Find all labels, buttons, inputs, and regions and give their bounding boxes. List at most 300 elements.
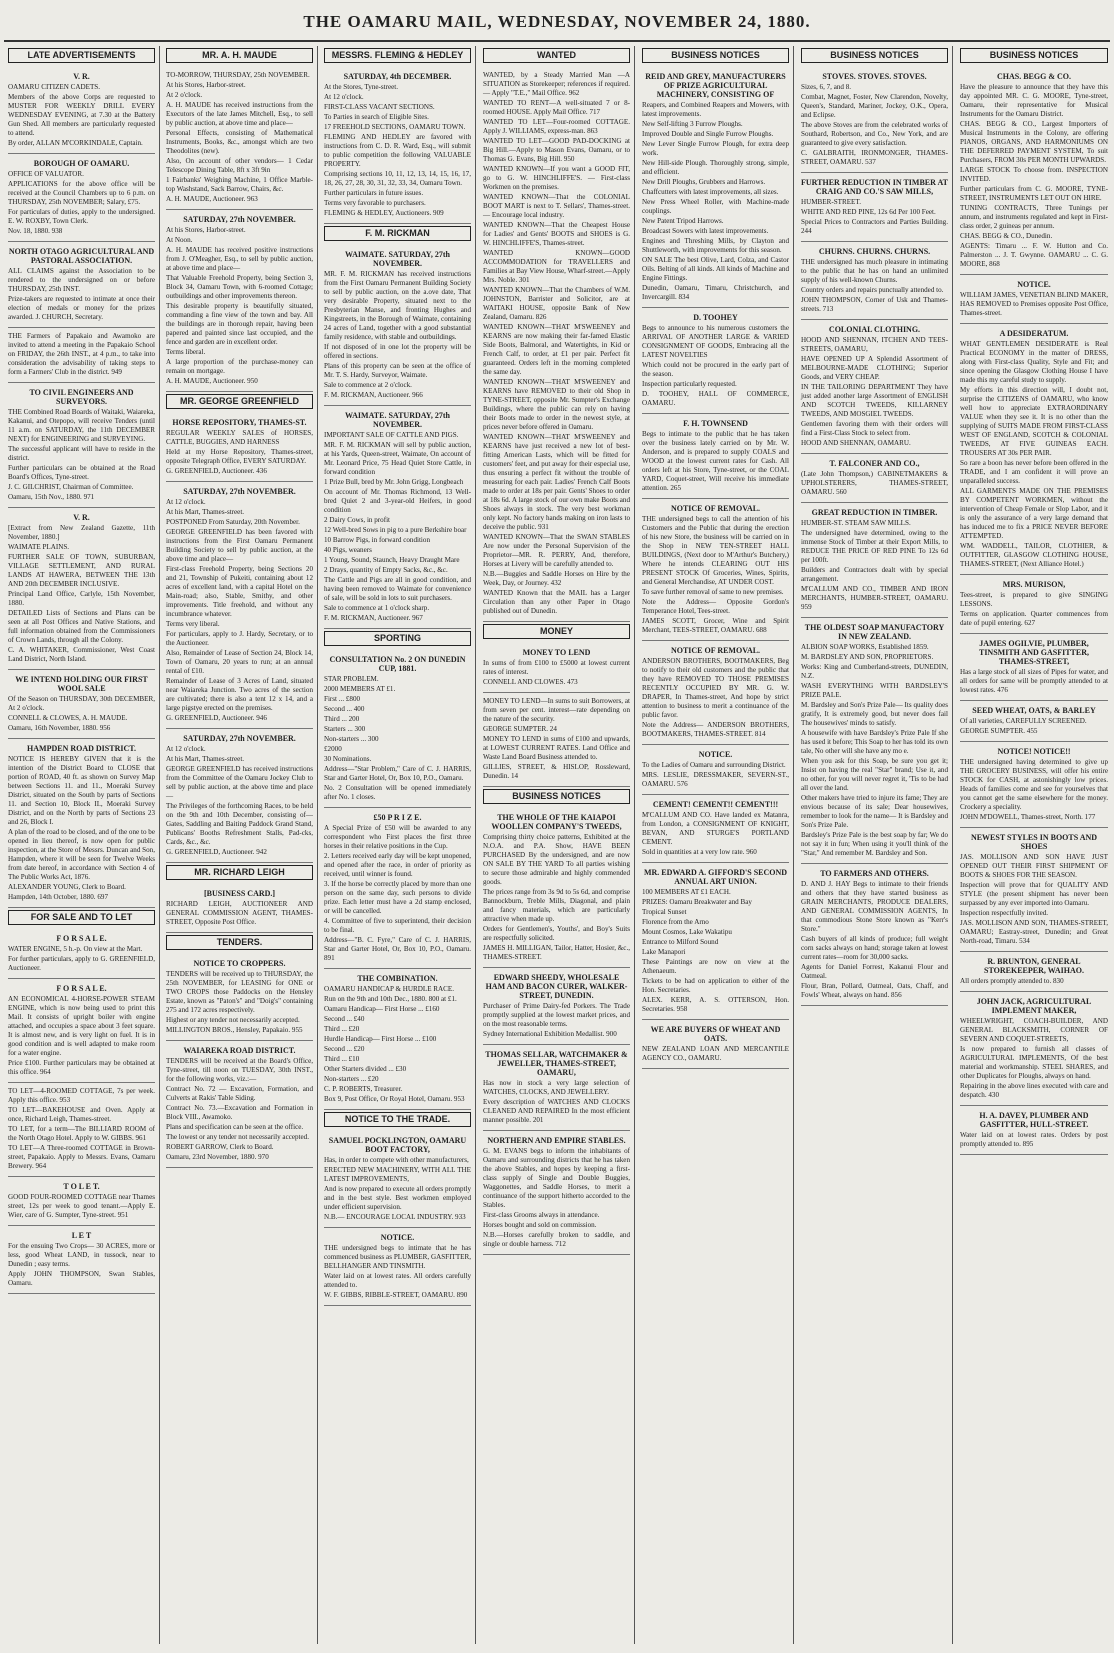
section-heading: TENDERS. — [166, 935, 313, 950]
ad-text: First-class Grooms always in attendance. — [483, 1211, 600, 1219]
advertisement — [166, 884, 313, 933]
ad-text: Other Starters divided ... £30 — [324, 1065, 407, 1073]
ad-text: For further particulars, apply to G. GREENFIELD, Auctioneer. — [8, 955, 155, 972]
ad-text: N.B.—Buggies and Saddle Horses on Hire by the Week, Day, or Journey. 432 — [483, 570, 630, 587]
column-2 — [162, 46, 318, 1644]
ad-text: GEORGE GREENFIELD has received instructions from the Committee of the Oamaru Jockey Club to sell by public auction, at the above time and place— — [166, 765, 313, 800]
ad-text: WANTED TO RENT—A well-situated 7 or 8-roomed HOUSE. Apply Mail Office. 717 — [483, 99, 630, 116]
advertisement — [166, 413, 313, 482]
ad-text: Held at my Horse Repository, Thames-street, opposite Telegraph Office, EVERY SATURDAY. — [166, 448, 313, 465]
advertisement — [960, 828, 1108, 952]
ad-text: For the ensuing Two Crops— 30 ACRES, more or less, good Wheat LAND, in tussock, near to Dunedin ; easy terms. — [8, 1242, 155, 1268]
ad-text: 1 Prize Bull, bred by Mr. John Grigg, Longbeach — [324, 478, 464, 486]
ad-text: Tees-street, is prepared to give SINGING LESSONS. — [960, 591, 1108, 608]
section-heading: BUSINESS NOTICES — [801, 48, 948, 63]
advertisement — [166, 67, 313, 210]
ad-text: WANTED TO LET—GOOD PAD-DOCKING at Big Hill.—Apply to Mason Evans, Oamaru, or to Thomas G. Evans, Big Hill. 950 — [483, 137, 630, 163]
ad-text: Second ... £40 — [324, 1015, 365, 1023]
ad-title: SATURDAY, 4th DECEMBER. — [343, 72, 452, 81]
ad-text: At his Mart, Thames-street. — [166, 508, 245, 516]
ad-title: REID AND GREY, MANUFACTURERS OF PRIZE AGRICULTURAL MACHINERY, CONSISTING OF — [645, 72, 786, 99]
ad-text: ALL CLAIMS against the Association to be rendered to the undersigned on or before THURSDAY, 25th INST. — [8, 267, 155, 293]
advertisement — [166, 482, 313, 729]
ad-text: No. 2 Consultation will be opened immediately after No. 1 closes. — [324, 784, 471, 801]
ad-text: At 12 o'clock. — [324, 93, 364, 101]
advertisement — [642, 67, 789, 308]
ad-text: RICHARD LEIGH, AUCTIONEER AND GENERAL COMMISSION AGENT, THAMES-STREET, Opposite Post Office. — [166, 900, 313, 926]
ad-text: N.B.— ENCOURAGE LOCAL INDUSTRY. 933 — [324, 1213, 466, 1221]
ad-text: REGULAR WEEKLY SALES of HORSES, CATTLE, BUGGIES, AND HARNESS — [166, 429, 313, 446]
advertisement — [642, 641, 789, 745]
ad-text: A. H. MAUDE has received positive instructions from J. O'Meagher, Esq., to sell by public auction, at above time and place— — [166, 246, 313, 272]
advertisement — [8, 739, 155, 908]
advertisement — [483, 808, 630, 968]
ad-text: A. H. MAUDE has received instructions from the Executors of the late James Mitchell, Esq., to sell by public auction, at above time and place— — [166, 101, 313, 127]
ad-text: GEORGE GREENFIELD has been favored with instructions from the First Oamaru Permanent Building Society to sell by public auction, at the above time and place— — [166, 528, 313, 563]
ad-text: Address—"B. C. Fyre," Care of C. J. HARRIS, Star and Garter Hotel, Or, Box 10, P.O., Oamaru. 891 — [324, 936, 471, 962]
ad-text: WILLIAM JAMES, VENETIAN BLIND MAKER, HAS REMOVED to Premises opposite Post Office, Thames-street. — [960, 291, 1108, 317]
ad-title: SEED WHEAT, OATS, & BARLEY — [972, 706, 1096, 715]
ad-text: G. GREENFIELD, Auctioneer. 942 — [166, 848, 267, 856]
ad-text: C. P. ROBERTS, Treasurer. — [324, 1085, 403, 1093]
ad-text: Also, On account of other vendors— 1 Cedar Telescope Dining Table, 8ft x 3ft 9in — [166, 157, 313, 174]
ad-title: WE ARE BUYERS OF WHEAT AND OATS. — [650, 1025, 781, 1043]
ad-text: WM. WADDELL, TAILOR, CLOTHIER, & OUTFITTER, GLASGOW CLOTHING HOUSE, THAMES-STREET, (Next Alliance Hotel.) — [960, 542, 1108, 568]
ad-text: The Privileges of the forthcoming Races, to be held on the 9th and 10th December, consisting of—Gates, Saddling and Baiting Paddock Grand Stand, Publicans' Booths Refreshment Stalls, Pad-cks, Cards, &c., &c. — [166, 802, 313, 846]
ad-text: Comprising thirty choice patterns, Exhibited at the N.O.A. and P.A. Show, HAVE BEEN PURCHASED By the undersigned, and are now ON SALE BY THE YARD To all parties wishing to secure those admirable and highly commended goods. — [483, 833, 630, 886]
ad-text: ROBERT GARROW, Clerk to Board. — [166, 1143, 274, 1151]
ad-text: DETAILED Lists of Sections and Plans can be seen at all Post Offices and Native Stations, and full information obtained from the Commissioners of Crown Lands, through all the Colony. — [8, 609, 155, 644]
ad-text: W. F. GIBBS, RIBBLE-STREET, OAMARU. 890 — [324, 1291, 468, 1299]
ad-text: Dunedin, Oamaru, Timaru, Christchurch, and Invercargill. 834 — [642, 284, 789, 301]
ad-text: At the Stores, Tyne-street. — [324, 83, 399, 91]
ad-text: Tropical Sunset — [642, 908, 687, 916]
ad-text: MR. F. M. RICKMAN has received instructions from the First Oamaru Permanent Building Society to sell by public auction, on the a.ove date, That very desirable Property, situated next to the Presbyterian Manse, and fronting Hughes and Kingstreets, in the Borough of Waimate, containing 24 acres of Land, together with a good substantial family residence, with stable and outbuildings. — [324, 270, 471, 341]
ad-text: Gentlemen favoring them with their orders will find a First-Class Stock to select from. — [801, 420, 948, 437]
ad-text: Apply JOHN THOMPSON, Swan Stables, Oamaru. — [8, 1270, 155, 1287]
advertisement — [642, 308, 789, 414]
ad-text: MILLINGTON BROS., Hensley, Papakaio. 955 — [166, 1026, 303, 1034]
ad-text: THE Farmers of Papakaio and Awamoko are invited to attend a meeting in the Papakaio School on FRIDAY, the 26th INST., at 4 p.m., to take into consideration the advisability of taking steps to form a Farmers' Club in the district. 949 — [8, 332, 155, 376]
ad-title: NORTHERN AND EMPIRE STABLES. — [487, 1136, 626, 1145]
ad-text: OAMARU CITIZEN CADETS. — [8, 83, 101, 91]
ad-title: L E T — [71, 1231, 92, 1240]
ad-text: Non-starters ... 300 — [324, 735, 379, 743]
ad-title: MONEY TO LEND — [522, 648, 591, 657]
ad-text: Entrance to Milford Sound — [642, 938, 719, 946]
ad-text: IMPORTANT SALE OF CATTLE AND PIGS. — [324, 431, 459, 439]
ad-text: FLEMING & HEDLEY, Auctioneers. 909 — [324, 209, 444, 217]
column-7 — [956, 46, 1112, 1644]
ad-text: 12 Well-bred Sows in pig to a pure Berkshire boar — [324, 526, 467, 534]
ad-title: H. A. DAVEY, PLUMBER AND GASFITTER, HULL-STREET. — [979, 1111, 1089, 1129]
ad-text: HUMBER-STREET. — [801, 198, 861, 206]
ad-text: IN THE TAILORING DEPARTMENT They have just added another large Assortment of ENGLISH AND SCOTCH TWEEDS, KILLARNEY TWEEDS, AND MOSGIEL TWEEDS. — [801, 383, 948, 418]
advertisement — [801, 67, 948, 173]
ad-text: JAMES H. MILLIGAN, Tailor, Hatter, Hosier, &c., THAMES-STREET. — [483, 944, 630, 961]
ad-text: Has now in stock a very large selection of WATCHES, CLOCKS, AND JEWELLERY. — [483, 1079, 630, 1096]
ad-text: GOOD FOUR-ROOMED COTTAGE near Thames street, 12s per week to good tenant.—Apply E. Wier, care of G. Sumpter, Tyne-street. 951 — [8, 1193, 155, 1219]
column-5 — [638, 46, 794, 1644]
ad-text: MRS. LESLIE, DRESSMAKER, SEVERN-ST., OAMARU. 576 — [642, 771, 789, 788]
ad-text: At his Stores, Harbor-street. — [166, 81, 246, 89]
ad-text: J. C. GILCHRIST, Chairman of Committee. — [8, 483, 134, 491]
ad-text: CONNELL & CLOWES, A. H. MAUDE. — [8, 714, 128, 722]
ad-title: CEMENT! CEMENT!! CEMENT!!! — [652, 800, 779, 809]
section-heading: MR. GEORGE GREENFIELD — [166, 394, 313, 409]
ad-text: Cash buyers of all kinds of produce; full weight corn sacks always on hand; storage taken at lowest current rates—room for 30,000 sacks. — [801, 935, 948, 961]
ad-text: ALEX. KERR, A. S. OTTERSON, Hon. Secretaries. 958 — [642, 996, 789, 1013]
ad-text: The undersigned have determined, owing to the immense Stock of Timber at their Export Mills, to REDUCE THE PRICE OF RED PINE To 12s 6d per 100ft. — [801, 529, 948, 564]
ad-text: To Parties in search of Eligible Sites. — [324, 113, 429, 121]
ad-text: JOHN THOMPSON, Corner of Usk and Thames-streets. 713 — [801, 296, 948, 313]
ad-text: Second ... 400 — [324, 705, 365, 713]
ad-text: D. AND J. HAY Begs to intimate to their friends and others that they have started business as GRAIN MERCHANTS, PRODUCE DEALERS, AND GENERAL COMMISSION AGENTS, In that commodious Stone Store known as "Kerr's Store." — [801, 880, 948, 933]
section-heading: BUSINESS NOTICES — [960, 48, 1108, 63]
ad-title: NORTH OTAGO AGRICULTURAL AND PASTORAL ASSOCIATION. — [8, 247, 155, 265]
ad-text: TO LET—4-ROOMED COTTAGE, 7s per week. Apply this office. 953 — [8, 1087, 155, 1104]
ad-title: F. H. TOWNSEND — [683, 419, 748, 428]
ad-text: HUMBER-ST. STEAM SAW MILLS. — [801, 519, 911, 527]
ad-text: This desirable property is beautifully situated, commanding a fine view of the town and bay. All the buildings are in thorough repair, having been papered and painted since last occupied, and the fence and garden are in excellent order. — [166, 302, 313, 346]
advertisement — [324, 245, 471, 406]
ad-text: New Press Wheel Roller, with Machine-made couplings. — [642, 198, 789, 215]
ad-text: Mount Cosmos, Lake Wakatipu — [642, 928, 732, 936]
ad-text: 30 Nominations. — [324, 755, 372, 763]
ad-text: On account of Mr. Thomas Richmond, 13 Well-bred Quiet 2 and 3-year-old Heifers, in good condition — [324, 488, 471, 514]
advertisement — [642, 795, 789, 863]
advertisement — [166, 954, 313, 1041]
ad-text: Box 9, Post Office, Or Royal Hotel, Oamaru. 953 — [324, 1095, 465, 1103]
column-1 — [4, 46, 160, 1644]
ad-text: Further particulars can be obtained at the Road Board's Offices, Tyne-street. — [8, 464, 155, 481]
ad-text: That Valuable Freehold Property, being Section 3, Block 34, Oamaru Town, with 6-roomed Cottage; outbuildings and other improvements thereon. — [166, 274, 313, 300]
ad-text: Terms liberal. — [166, 348, 206, 356]
ad-text: At 12 o'clock. — [166, 745, 206, 753]
ad-text: HOOD AND SHENNAN, OAMARU. — [801, 439, 911, 447]
advertisement — [166, 210, 313, 392]
ad-title: £50 P R I Z E. — [373, 813, 422, 822]
ad-text: F. M. RICKMAN, Auctioneer. 966 — [324, 391, 423, 399]
ad-text: GILLIES, STREET, & HISLOP, Rossleward, Dunedin. 14 — [483, 763, 630, 780]
ad-text: Further particulars in future issues. — [324, 189, 424, 197]
ad-text: CHAS. BEGG & CO., Largest Importers of Musical Instruments in the Colony, are offering PIANOS, ORGANS, AND HARMONIUMS ON THE DEFERRED PAYMENT SYSTEM, To suit Purchasers, FROM 30s PER MONTH UPWARDS. — [960, 120, 1108, 164]
ad-text: HOOD AND SHENNAN, ITCHEN AND TEES-STREETS, OAMARU, — [801, 336, 948, 353]
ad-text: Prize-takers are requested to intimate at once their election of medals or money for the prizes awarded. J. CHURCH, Secretary. — [8, 295, 155, 321]
advertisement — [8, 328, 155, 383]
ad-text: When you ask for this Soap, be sure you get it; Insist on having the real "Star" brand; Use it, and no other, for you will never regret it, 'Tis to be had all over the land. — [801, 757, 948, 792]
ad-text: Improved Double and Single Furrow Ploughs. — [642, 130, 774, 138]
ad-text: To save further removal of same to new premises. — [642, 588, 784, 596]
ad-text: THE undersigned begs to call the attention of his Customers and the Public that during the erection of his new Store, the business will be carried on in the Shop in NEW TEN-STREET HALL BUILDINGS, (Next door to M'Arthur's Butchery,) Where he intends CLEARING OUT HIS PRESENT STOCK Of Groceries, Wines, Spirits, and General Merchandise, AT UNDER COST. — [642, 515, 789, 586]
ad-text: Remainder of Lease of 3 Acres of Land, situated near Waiareka Junction. Two acres of the section are cultivated; there is also a tent 12 x 14, and a large pigstye erected on the premises. — [166, 677, 313, 712]
ad-text: Begs to announce to his numerous customers the ARRIVAL OF ANOTHER LARGE & VARIED CONSIGNMENT OF GOODS, Embracing all the LATEST NOVELTIES — [642, 324, 789, 359]
ad-text: Hurdle Handicap— First Horse ... £100 — [324, 1035, 437, 1043]
ad-text: OAMARU HANDICAP & HURDLE RACE. — [324, 985, 454, 993]
ad-text: GEORGE SUMPTER. 24 — [483, 725, 557, 733]
ad-text: Every description of WATCHES AND CLOCKS CLEANED AND REPAIRED In the most efficient manner possible. 201 — [483, 1098, 630, 1124]
ad-title: SAMUEL POCKLINGTON, OAMARU BOOT FACTORY, — [328, 1136, 467, 1154]
ad-text: For particulars of duties, apply to the undersigned. E. W. ROXBY, Town Clerk. — [8, 208, 155, 225]
ad-text: Works: King and Cumberland-streets, DUNEDIN, N.Z. — [801, 663, 948, 680]
ad-text: Third ... £20 — [324, 1025, 360, 1033]
ad-text: WANTED KNOWN—That the COLONIAL BOOT MART is next to T. Sellars', Thames-street. — Encourage local industry. — [483, 193, 630, 219]
ad-text: Plans and specification can be seen at the office. — [166, 1123, 304, 1131]
ad-text: Run on the 9th and 10th Dec., 1880. 800 at £1. — [324, 995, 457, 1003]
ad-text: Sold in quantities at a very low rate. 960 — [642, 848, 757, 856]
ad-text: M'CALLUM AND CO. Have landed ex Matanra, from London, a CONSIGNMENT OF KNIGHT, BEVAN, AND STURGE'S PORTLAND CEMENT. — [642, 811, 789, 846]
advertisement — [960, 1106, 1108, 1155]
ad-text: AN ECONOMICAL 4-HORSE-POWER STEAM ENGINE, which is now being used to print this Mail. It consists of upright boiler with engine attached, and occupies a space about 3 feet square. It is almost new, and is very light on fuel. It is in good condition and is well adapted to make room for a water engine. — [8, 995, 155, 1057]
ad-text: Third ... 200 — [324, 715, 360, 723]
section-heading: MESSRS. FLEMING & HEDLEY — [324, 48, 471, 63]
advertisement — [166, 729, 313, 863]
ad-text: A large proportion of the purchase-money can remain on mortgage. — [166, 358, 313, 375]
ad-text: 3. If the horse be correctly placed by more than one person on the same day, such persons to divide prize. Each letter must have a 2d stamp enclosed, or will be cancelled. — [324, 880, 471, 915]
advertisement — [8, 242, 155, 328]
ad-text: Agents for Daniel Forrest, Kakanui Flour and Oatmeal. — [801, 963, 948, 980]
advertisement — [324, 650, 471, 808]
ad-text: 2. Letters received early day will be kept unopened, and opened after the race, in order of priority as received, until winner is found. — [324, 852, 471, 878]
ad-text: WANTED KNOWN—THAT M'SWEENEY and KEARNS have REMOVED to their old Shop in TYNE-STREET, opposite Mr. Sumpter's Exchange Buildings, where the public can rely on having their Boots made to order in the newest style, at prices never before offered in Oamaru. — [483, 378, 630, 431]
ad-text: Hampden, 14th October, 1880. 697 — [8, 893, 108, 901]
advertisement — [8, 929, 155, 979]
ad-text: ALEXANDER YOUNG, Clerk to Board. — [8, 883, 126, 891]
ad-text: JOHN M'DOWELL, Thames-street, North. 177 — [960, 813, 1096, 821]
ad-text: New Self-lifting 3 Furrow Ploughs. — [642, 120, 743, 128]
ad-text: MONEY TO LEND—In sums to suit Borrowers, at from seven per cent. interest—rate depending on the nature of the security. — [483, 697, 630, 723]
ad-text: WATER ENGINE, 5 h.-p. On view at the Mart. — [8, 945, 143, 953]
advertisement — [324, 808, 471, 969]
ad-text: Which could not be procured in the early part of the season. — [642, 361, 789, 378]
ad-title: THE COMBINATION. — [357, 974, 438, 983]
ad-text: G. M. EVANS begs to inform the inhabitants of Oamaru and surrounding districts that he has taken the above Stables, and hopes by keeping a first-class supply of Single and Double Buggies, Waggonettes, and Saddle Horses, to merit a continuance of the support hitherto accorded to the Stables. — [483, 1147, 630, 1209]
ad-title: STOVES. STOVES. STOVES. — [822, 72, 927, 81]
ad-text: New Lever Single Furrow Plough, for extra deep work. — [642, 140, 789, 157]
ad-text: HAVE OPENED UP A Splendid Assortment of MELBOURNE-MADE CLOTHING; Superior Goods, and VERY CHEAP. — [801, 355, 948, 381]
advertisement — [8, 383, 155, 508]
ad-text: Purchaser of Prime Dairy-fed Porkers. The Trade promptly supplied at the lowest market prices, and on the most reasonable terms. — [483, 1002, 630, 1028]
advertisement — [324, 1131, 471, 1228]
ad-title: T. FALCONER AND CO., — [829, 459, 920, 468]
ad-text: ALBION SOAP WORKS, Established 1859. — [801, 643, 929, 651]
ad-text: ALL GARMENTS MADE ON THE PREMISES BY COMPETENT WORKMEN, without the intervention of Cheap Female or Slop Labor, and it is only the assurance of a very large demand that has induced me to fix a PRICE NEVER BEFORE ATTEMPTED. — [960, 487, 1108, 540]
ad-text: 2 Dairy Cows, in profit — [324, 516, 391, 524]
advertisement — [960, 634, 1108, 701]
ad-title: HAMPDEN ROAD DISTRICT. — [27, 744, 136, 753]
advertisement — [324, 969, 471, 1110]
section-heading: FOR SALE AND TO LET — [8, 910, 155, 925]
ad-text: New Patent Tripod Harrows. — [642, 217, 724, 225]
ad-text: CONNELL AND CLOWES. 473 — [483, 678, 578, 686]
ad-text: Special Prices to Contractors and Parties Building. 244 — [801, 218, 948, 235]
advertisement — [642, 745, 789, 795]
advertisement — [960, 952, 1108, 992]
ad-title: JOHN JACK, AGRICULTURAL IMPLEMENT MAKER, — [976, 997, 1092, 1015]
ad-text: JAS. MOLLISON AND SON HAVE JUST OPENED OUT THEIR FIRST SHIPMENT OF BOOTS & SHOES FOR THE SEASON. — [960, 853, 1108, 879]
section-heading: LATE ADVERTISEMENTS — [8, 48, 155, 63]
ad-title: MR. EDWARD A. GIFFORD'S SECOND ANNUAL ART UNION. — [643, 868, 788, 886]
advertisement — [8, 1083, 155, 1177]
ad-title: SATURDAY, 27th NOVEMBER. — [183, 215, 296, 224]
ad-title: CHAS. BEGG & CO. — [996, 72, 1071, 81]
advertisement — [8, 67, 155, 154]
ad-text: FIRST-CLASS VACANT SECTIONS. — [324, 103, 435, 111]
ad-title: HORSE REPOSITORY, THAMES-ST. — [172, 418, 307, 427]
ad-title: FURTHER REDUCTION IN TIMBER AT CRAIG AND CO.'S SAW MILLS, — [801, 178, 948, 196]
ad-text: LARGE STOCK To choose from. INSPECTION INVITED. — [960, 166, 1108, 183]
ad-title: WAIAREKA ROAD DISTRICT. — [183, 1046, 296, 1055]
ad-text: TO LET—A Three-roomed COTTAGE in Brown-street, Papakaio. Apply to Messrs. Evans, Oamaru Brewery. 964 — [8, 1144, 155, 1170]
ad-title: JAMES OGILVIE, PLUMBER, TINSMITH AND GASFITTER, THAMES-STREET, — [978, 639, 1090, 666]
ad-text: Sizes, 6, 7, and 8. — [801, 83, 852, 91]
ad-text: Inspection respectfully invited. — [960, 909, 1049, 917]
ad-title: CHURNS. CHURNS. CHURNS. — [818, 247, 931, 256]
ad-text: 1 Young, Sound, Staunch, Heavy Draught Mare — [324, 556, 460, 564]
ad-title: EDWARD SHEEDY, WHOLESALE HAM AND BACON CURER, WALKER-STREET, DUNEDIN. — [485, 973, 628, 1000]
ad-text: FURTHER SALE OF TOWN, SUBURBAN, VILLAGE SETTLEMENT, AND RURAL LANDS AT HAWERA, BETWEEN THE 13th AND 20th DECEMBER INCLUSIVE. — [8, 553, 155, 588]
ad-text: Tickets to be had on application to either of the Hon. Secretaries. — [642, 977, 789, 994]
ad-text: GEORGE SUMPTER. 455 — [960, 727, 1038, 735]
ad-title: V. R. — [73, 513, 90, 522]
ad-text: Flour, Bran, Pollard, Oatmeal, Oats, Chaff, and Fowls' Wheat, always on hand. 856 — [801, 982, 948, 999]
advertisement — [960, 275, 1108, 324]
ad-text: Oamaru, 15th Nov., 1880. 971 — [8, 493, 95, 501]
column-6 — [797, 46, 953, 1644]
ad-title: TO FARMERS AND OTHERS. — [820, 869, 929, 878]
ad-text: Have the pleasure to announce that they have this day appointed MR. C. G. MOORE, Tyne-street, Oamaru, their representative for Musical Instruments for the Oamaru District. — [960, 83, 1108, 118]
ad-text: Nov. 18, 1880. 938 — [8, 227, 63, 235]
ad-text: Contract No. 73.—Excavation and Formation in Block VIII., Awamoko. — [166, 1104, 313, 1121]
ad-text: WHAT GENTLEMEN DESIDERATE is Real Practical ECONOMY in the matter of DRESS, along with First-class Quality, Style and Fit; and since opening the Glasgow Clothing House I have made this my careful study to supply. — [960, 340, 1108, 384]
ad-text: WASH EVERYTHING WITH BARDSLEY'S PRIZE PALE. — [801, 682, 948, 699]
ad-title: NOTICE OF REMOVAL. — [670, 646, 761, 655]
ad-text: These Paintings are now on view at the Athenaeum. — [642, 958, 789, 975]
ad-text: OFFICE OF VALUATOR. — [8, 170, 84, 178]
ad-text: Combat, Magnet, Foster, New Clarendon, Novelty, Queen's, Standard, Mariner, Jockey, O.K., Opera, and Eclipse. — [801, 93, 948, 119]
advertisement — [801, 503, 948, 618]
ad-text: FLEMING AND HEDLEY are favored with instructions from C. D. R. Ward, Esq., will submit to public competition the following VALUABLE PROPERTY. — [324, 133, 471, 168]
ad-title: F O R S A L E. — [56, 934, 107, 943]
ad-title: COLONIAL CLOTHING. — [828, 325, 921, 334]
advertisement — [8, 508, 155, 670]
ad-text: New Hill-side Plough. Thoroughly strong, simple, and efficient. — [642, 159, 789, 176]
ad-title: THE WHOLE OF THE KAIAPOI WOOLLEN COMPANY'S TWEEDS, — [491, 813, 622, 831]
ad-text: ON SALE The best Olive, Lard, Colza, and Castor Oils. Belting of all kinds. All kinds of Machine and Engine Fittings. — [642, 256, 789, 282]
ad-text: WHITE AND RED PINE, 12s 6d Per 100 Feet. — [801, 208, 936, 216]
ad-text: WANTED, by a Steady Married Man —A SITUATION as Storekeeper; references if required. — Apply "T.E.," Mail Office. 962 — [483, 71, 630, 97]
ad-text: POSTPONED From Saturday, 20th November. — [166, 518, 300, 526]
ad-text: Starters ... 300 — [324, 725, 366, 733]
ad-text: If not disposed of in one lot the property will be offered in sections. — [324, 343, 471, 360]
advertisement — [483, 1045, 630, 1131]
section-heading: MR. RICHARD LEIGH — [166, 865, 313, 880]
ad-text: Plans of this property can be seen at the office of Mr. T. S. Hardy, Surveyor, Waimate. — [324, 362, 471, 379]
ad-text: Orders for Gentlemen's, Youths', and Boy's Suits are respectfully solicited. — [483, 925, 630, 942]
ad-text: MONEY TO LEND in sums of £100 and upwards, at LOWEST CURRENT RATES. Land Office and Waste Land Board Business attended to. — [483, 735, 630, 761]
ad-text: Inspection particularly requested. — [642, 380, 737, 388]
ad-text: The prices range from 3s 9d to 5s 6d, and comprise Bannockburn, Treble Mills, Diagonal, and plain and fancy materials, which are particularly attractive when made up. — [483, 888, 630, 923]
ad-text: Second ... £20 — [324, 1045, 365, 1053]
ad-title: WE INTEND HOLDING OUR FIRST WOOL SALE — [15, 675, 148, 693]
section-heading: BUSINESS NOTICES — [642, 48, 789, 63]
ad-text: 100 MEMBERS AT £1 EACH. — [642, 888, 731, 896]
ad-text: Sale to commence at 2 o'clock. — [324, 381, 412, 389]
ad-text: A. H. MAUDE, Auctioneer. 950 — [166, 377, 258, 385]
ad-text: The successful applicant will have to reside in the district. — [8, 445, 155, 462]
advertisement — [483, 643, 630, 693]
ad-title: BOROUGH OF OAMARU. — [33, 159, 130, 168]
ad-text: Comprising sections 10, 11, 12, 13, 14, 15, 16, 17, 18, 26, 27, 28, 30, 31, 32, 33, 34, Oamaru Town. — [324, 170, 471, 187]
ad-text: Lake Manapori — [642, 948, 686, 956]
advertisement — [166, 1041, 313, 1168]
ad-title: SATURDAY, 27th NOVEMBER. — [183, 734, 296, 743]
ad-text: Contract No. 72 — Excavation, Formation, and Culverts at Rakis' Table Siding. — [166, 1085, 313, 1102]
ad-title: MRS. MURISON, — [1002, 580, 1066, 589]
ad-text: The Cattle and Pigs are all in good condition, and having been removed to Waimate for convenience of sale, will be sold in lots to suit purchasers. — [324, 576, 471, 602]
advertisement — [483, 693, 630, 787]
ad-text: JAMES SCOTT, Grocer, Wine and Spirit Merchant, TEES-STREET, OAMARU. 688 — [642, 617, 789, 634]
ad-title: NOTICE! NOTICE!! — [997, 747, 1071, 756]
ad-text: C. A. WHITAKER, Commissioner, West Coast Land District, North Island. — [8, 646, 155, 663]
ad-text: M'CALLUM AND CO., TIMBER AND IRON MERCHANTS, HUMBER-STREET, OAMARU. 959 — [801, 585, 948, 611]
masthead: THE OAMARU MAIL, WEDNESDAY, NOVEMBER 24, 1880. — [303, 12, 811, 31]
ad-text: WANTED KNOWN—GOOD ACCOMMODATION for TRAVELLERS and Families at Bay View House, Wharf-street.—Apply Mrs. Noble. 301 — [483, 249, 630, 284]
ad-text: A plan of the road to be closed, and of the one to be opened in lieu thereof, is now open for public inspection, at the Store of Messrs. Duncan and Son, Hampden, where it will be seen for Twelve Weeks from date hereof, in accordance with Section 4 of The Public Works Act, 1876. — [8, 828, 155, 881]
ad-text: Country orders and repairs punctually attended to. — [801, 286, 944, 294]
advertisement — [801, 173, 948, 242]
advertisement — [324, 67, 471, 224]
ad-text: New Drill Ploughs, Grubbers and Harrows. — [642, 178, 766, 186]
ad-text: TO-MORROW, THURSDAY, 25th NOVEMBER. — [166, 71, 310, 79]
ad-text: Water laid on at lowest rates. Orders by post promptly attended to. 895 — [960, 1131, 1108, 1148]
ad-text: Repairing in the above lines executed with care and despatch. 430 — [960, 1082, 1108, 1099]
ad-text: A. H. MAUDE, Auctioneer. 963 — [166, 195, 258, 203]
ad-text: Sydney International Exhibition Medallist. 900 — [483, 1030, 617, 1038]
ad-text: THE Combined Road Boards of Waitaki, Waiareka, Kakanui, and Otepopo, will receive Tenders (until 11 a.m. on SATURDAY, the 11th DECEMBER NEXT) for ENGINEERING and SURVEYING. — [8, 408, 155, 443]
ad-text: WAIMATE PLAINS. — [8, 543, 70, 551]
ad-title: NEWEST STYLES IN BOOTS AND SHOES — [970, 833, 1098, 851]
ad-text: £2000 — [324, 745, 342, 753]
ad-text: In sums of from £100 to £5000 at lowest current rates of interest. — [483, 659, 630, 676]
advertisement — [642, 499, 789, 641]
ad-text: Of all varieties, CAREFULLY SCREENED. — [960, 717, 1087, 725]
ad-text: The lowest or any tender not necessarily accepted. — [166, 1133, 309, 1141]
ad-text: Note the Address— ANDERSON BROTHERS, BOOTMAKERS, THAMES-STREET. 814 — [642, 721, 789, 738]
ad-text: Third ... £10 — [324, 1055, 360, 1063]
ad-title: CONSULTATION No. 2 ON DUNEDIN CUP, 1881. — [329, 655, 466, 673]
advertisement — [324, 1228, 471, 1306]
ad-text: TUNING CONTRACTS, Three Tunings per annum, and instruments regulated and kept in First-class order, 2 guineas per annum. — [960, 204, 1108, 230]
ad-text: Has a large stock of all sizes of Pipes for water, and all orders for same will be promptly attended to at lowest rates. 476 — [960, 668, 1108, 694]
ad-text: Oamaru Handicap— First Horse ... £160 — [324, 1005, 440, 1013]
ad-text: Has, in order to compete with other manufacturers, — [324, 1156, 469, 1164]
ad-text: To the Ladies of Oamaru and surrounding District. — [642, 761, 786, 769]
ad-title: SATURDAY, 27th NOVEMBER. — [183, 487, 296, 496]
ad-text: Principal Land Office, Carlyle, 15th November, 1880. — [8, 590, 155, 607]
ad-text: [Extract from New Zealand Gazette, 11th November, 1880.] — [8, 524, 155, 541]
ad-text: ANDERSON BROTHERS, BOOTMAKERS, Beg to notify to their old customers and the public that they have REMOVED TO THOSE PREMISES RECENTLY OCCUPIED BY MR. G. W. DRAPER, In Thames-street, And hope by strict attention to business to merit a continuance of the public favor. — [642, 657, 789, 719]
ad-text: A Special Prize of £50 will be awarded to any correspondent who First places the first three horses in their relative positions in the Cup. — [324, 824, 471, 850]
ad-text: Chaffcutters with latest improvements, all sizes. — [642, 188, 779, 196]
advertisement — [483, 1131, 630, 1255]
ad-text: M. BARDSLEY AND SON, PROPRIETORS. — [801, 653, 934, 661]
ad-text: THE undersigned has much pleasure in intimating to the public that he has on hand an unlimited supply of his well-known Churns. — [801, 258, 948, 284]
ad-text: Members of the above Corps are requested to MUSTER FOR WEEKLY DRILL EVERY WEDNESDAY EVENING, at 7.30 at the Battery Gun Shed. All members are particularly requested to attend. — [8, 93, 155, 137]
ad-text: TO LET, for a term—The BILLIARD ROOM of the North Otago Hotel. Apply to W. GIBBS. 961 — [8, 1125, 155, 1142]
ad-title: NOTICE TO CROPPERS. — [193, 959, 286, 968]
ad-text: CHAS. BEGG & CO., Dunedin. — [960, 232, 1053, 240]
